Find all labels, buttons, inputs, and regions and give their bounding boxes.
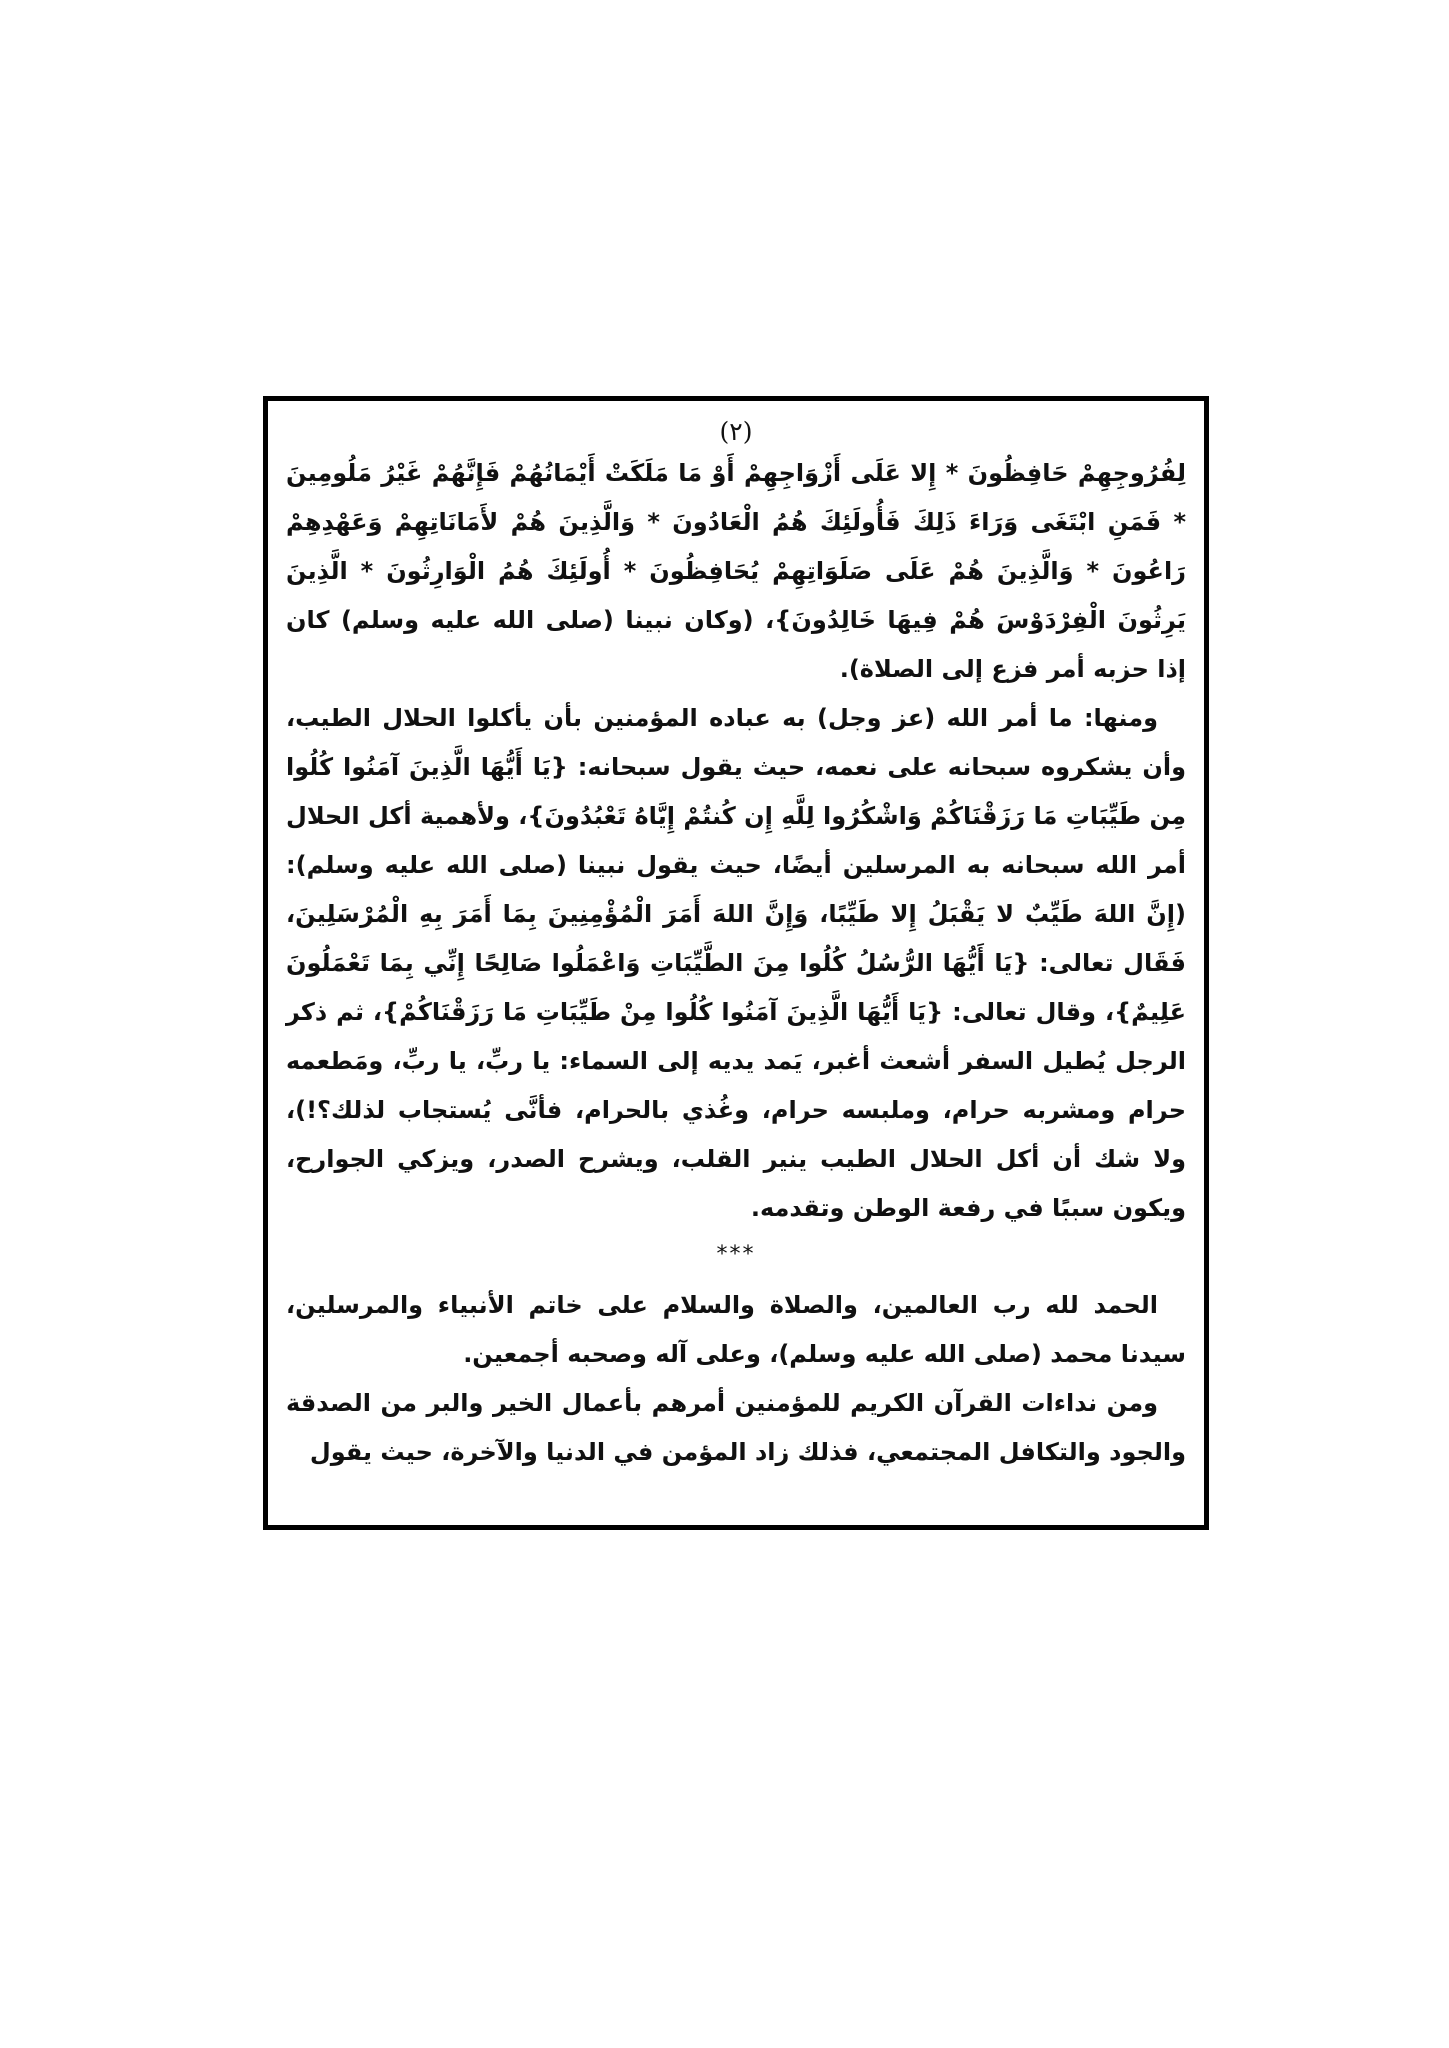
section-separator: *** (716, 1242, 756, 1267)
paragraph-charity: ومن نداءات القرآن الكريم للمؤمنين أمرهم بأعمال الخير والبر من الصدقة والجود والتكافل المجتمعي، فذلك زاد المؤمن في الدنيا والآخرة، حيث يقول (286, 1389, 1186, 1466)
paragraph-hamd: الحمد لله رب العالمين، والصلاة والسلام على خاتم الأنبياء والمرسلين، سيدنا محمد (صلى الله عليه وسلم)، وعلى آله وصحبه أجمعين. (286, 1291, 1186, 1368)
paragraph-quran-verses: لِفُرُوجِهِمْ حَافِظُونَ * إِلا عَلَى أَزْوَاجِهِمْ أَوْ مَا مَلَكَتْ أَيْمَانُهُمْ فَإِنَّهُمْ غَيْرُ مَلُومِينَ * فَمَنِ ابْتَغَى وَرَاءَ ذَلِكَ فَأُولَئِكَ هُمُ الْعَادُونَ * وَالَّذِينَ هُمْ لأَمَانَاتِهِمْ وَعَهْدِهِمْ رَاعُونَ * وَالَّذِينَ هُمْ عَلَى صَلَوَاتِهِمْ يُحَافِظُونَ * أُولَئِكَ هُمُ الْوَارِثُونَ * الَّذِينَ يَرِثُونَ الْفِرْدَوْسَ هُمْ فِيهَا خَالِدُونَ}، (وكان نبينا (صلى الله عليه وسلم) كان إذا حزبه أمر فزع إلى الصلاة). (286, 459, 1186, 683)
page-number: (٢) (719, 417, 753, 446)
paragraph-halal-food: ومنها: ما أمر الله (عز وجل) به عباده المؤمنين بأن يأكلوا الحلال الطيب، وأن يشكروه سبحانه على نعمه، حيث يقول سبحانه: {يَا أَيُّهَا الَّذِينَ آمَنُوا كُلُوا مِن طَيِّبَاتِ مَا رَزَقْنَاكُمْ وَاشْكُرُوا لِلَّهِ إِن كُنتُمْ إِيَّاهُ تَعْبُدُونَ}، ولأهمية أكل الحلال أمر الله سبحانه به المرسلين أيضًا، حيث يقول نبينا (صلى الله عليه وسلم): (إِنَّ اللهَ طَيِّبٌ لا يَقْبَلُ إِلا طَيِّبًا، وَإِنَّ اللهَ أَمَرَ الْمُؤْمِنِينَ بِمَا أَمَرَ بِهِ الْمُرْسَلِينَ، فَقَال تعالى: {يَا أَيُّهَا الرُّسُلُ كُلُوا مِنَ الطَّيِّبَاتِ وَاعْمَلُوا صَالِحًا إِنِّي بِمَا تَعْمَلُونَ عَلِيمٌ}، وقال تعالى: {يَا أَيُّهَا الَّذِينَ آمَنُوا كُلُوا مِنْ طَيِّبَاتِ مَا رَزَقْنَاكُمْ}، ثم ذكر الرجل يُطيل السفر أشعث أغبر، يَمد يديه إلى السماء: يا ربِّ، يا ربِّ، ومَطعمه حرام ومشربه حرام، وملبسه حرام، وغُذي بالحرام، فأنَّى يُستجاب لذلك؟!)، ولا شك أن أكل الحلال الطيب ينير القلب، ويشرح الصدر، ويزكي الجوارح، ويكون سببًا في رفعة الوطن وتقدمه. (286, 704, 1186, 1222)
page-frame (263, 396, 1209, 1530)
